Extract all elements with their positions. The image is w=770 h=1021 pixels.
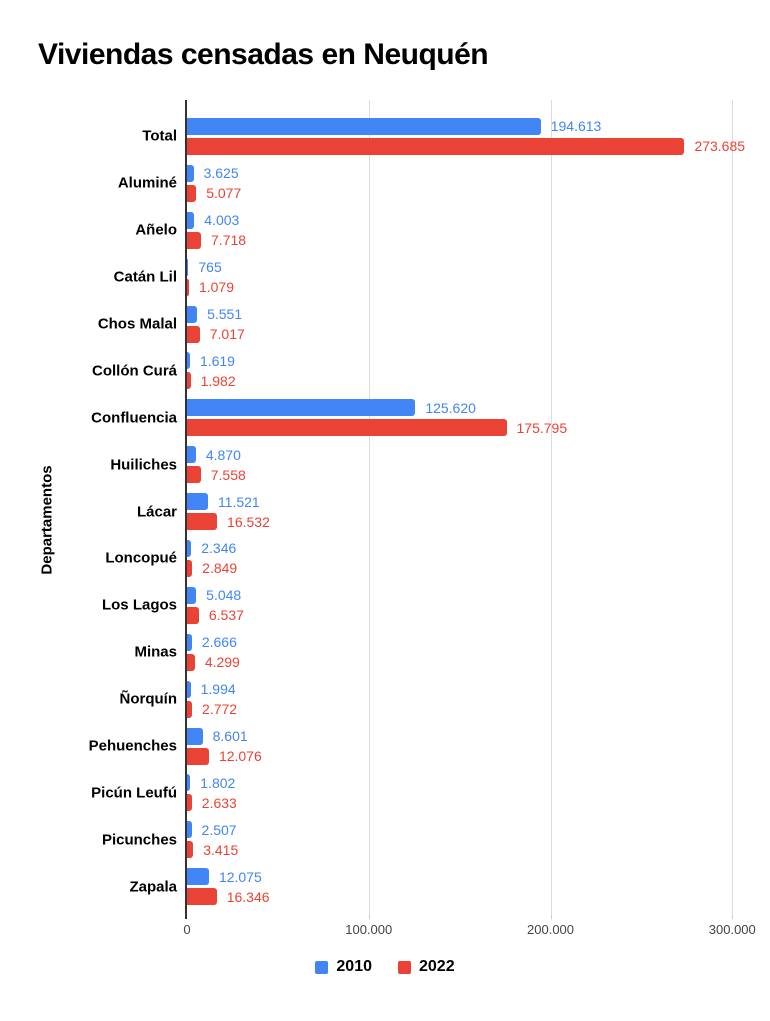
chart-row (117, 160, 745, 207)
value-label-2010: 194.613 (550, 118, 602, 135)
bar-2022 (187, 466, 201, 483)
y-axis-title: Departamentos (38, 465, 56, 575)
value-label-2010: 4.003 (204, 212, 240, 229)
category-label: Zapala (129, 878, 177, 896)
category-label: Lácar (136, 503, 177, 521)
category-label: Huiliches (110, 456, 177, 474)
bar-line (187, 821, 745, 838)
bar-2010 (187, 821, 192, 838)
value-label-2010: 12.075 (218, 868, 262, 885)
bar-2022 (187, 841, 193, 858)
bar-line (187, 888, 745, 905)
bar-2022 (187, 138, 684, 155)
legend (0, 958, 770, 976)
bar-line (187, 185, 745, 202)
chart-row (88, 723, 745, 770)
bar-2022 (187, 372, 191, 389)
bar-2022 (187, 513, 217, 530)
chart-row (110, 441, 745, 488)
category-label: Chos Malal (97, 315, 177, 333)
bar-rows (88, 113, 746, 910)
bar-line (187, 681, 745, 698)
chart-row (136, 488, 745, 535)
chart-row (101, 816, 745, 863)
value-label-2010: 3.625 (203, 165, 239, 182)
value-label-2010: 125.620 (425, 399, 476, 416)
value-label-2022: 3.415 (203, 841, 239, 858)
chart-row (91, 394, 745, 441)
bar-2010 (187, 118, 541, 135)
bar-2010 (187, 399, 415, 416)
x-axis-tick (369, 915, 370, 919)
legend-label: 2010 (336, 958, 372, 975)
bar-line (187, 634, 745, 651)
bar-line (187, 232, 745, 249)
x-axis-tick (551, 915, 552, 919)
x-axis-tick-label: 300.000 (708, 922, 756, 937)
bar-2022 (187, 748, 209, 765)
bar-2022 (187, 326, 200, 343)
legend-item-2022 (398, 958, 455, 976)
x-axis-tick-label: 200.000 (527, 922, 575, 937)
bar-line (187, 493, 745, 510)
value-label-2022: 1.079 (198, 279, 234, 296)
x-axis-tick-label: 100.000 (345, 922, 393, 937)
value-label-2022: 2.772 (202, 701, 238, 718)
value-label-2010: 1.994 (200, 681, 236, 698)
legend-label: 2022 (419, 958, 455, 975)
chart-row (92, 347, 745, 394)
category-label: Total (142, 127, 177, 145)
category-label: Collón Curá (92, 362, 177, 380)
bar-2022 (187, 560, 192, 577)
bar-2022 (187, 419, 507, 436)
bar-line (187, 701, 745, 718)
bar-2022 (187, 279, 189, 296)
bar-2010 (187, 681, 191, 698)
bar-2010 (187, 306, 197, 323)
value-label-2010: 5.551 (207, 306, 243, 322)
bar-2010 (187, 868, 209, 885)
chart-row (142, 113, 746, 160)
value-label-2022: 7.718 (211, 232, 247, 249)
bar-line (187, 728, 745, 745)
legend-swatch-icon (398, 961, 411, 974)
chart-row (135, 207, 745, 254)
category-label: Pehuenches (88, 737, 177, 755)
bar-2010 (187, 634, 192, 651)
legend-swatch-icon (315, 961, 328, 974)
bar-2010 (187, 774, 190, 791)
bar-line (187, 841, 745, 858)
value-label-2010: 1.619 (199, 352, 235, 369)
value-label-2022: 5.077 (206, 185, 242, 202)
bar-line (187, 326, 745, 343)
value-label-2022: 175.795 (516, 419, 568, 436)
chart-row (97, 301, 745, 348)
category-label: Confluencia (91, 409, 177, 427)
bar-line (187, 794, 745, 811)
bar-2010 (187, 728, 203, 745)
value-label-2022: 16.346 (226, 888, 270, 905)
bar-line (187, 607, 745, 624)
value-label-2010: 765 (198, 259, 222, 276)
chart-row (113, 254, 745, 301)
bar-line (187, 446, 745, 463)
value-label-2022: 7.017 (209, 326, 245, 342)
bar-line (187, 748, 745, 765)
value-label-2022: 6.537 (208, 607, 244, 624)
bar-line (187, 513, 745, 530)
bar-2022 (187, 888, 217, 905)
bar-line (187, 654, 745, 671)
bar-line (187, 540, 745, 557)
category-label: Aluminé (117, 174, 177, 192)
value-label-2022: 273.685 (694, 138, 746, 155)
bar-line (187, 466, 745, 483)
chart-row (101, 582, 745, 629)
bar-2010 (187, 165, 194, 182)
value-label-2010: 8.601 (212, 728, 248, 745)
bar-line (187, 372, 745, 389)
bar-line (187, 306, 745, 323)
bar-line (187, 587, 745, 604)
x-axis-tick-label: 0 (183, 922, 191, 937)
value-label-2022: 16.532 (227, 513, 270, 530)
plot-area (88, 100, 756, 937)
bar-line (187, 774, 745, 791)
value-label-2010: 2.346 (201, 540, 237, 557)
chart-row (129, 863, 745, 910)
category-label: Loncopué (105, 549, 177, 567)
value-label-2022: 12.076 (218, 748, 262, 765)
bar-line (187, 118, 745, 135)
bar-2022 (187, 232, 201, 249)
chart-title: Viviendas censadas en Neuquén (38, 38, 489, 71)
chart-row (134, 629, 745, 676)
bar-2010 (187, 352, 190, 369)
bar-2010 (187, 446, 196, 463)
bar-2022 (187, 794, 192, 811)
chart-row (105, 535, 745, 582)
bar-line (187, 165, 745, 182)
bar-line (187, 352, 745, 369)
value-label-2010: 2.507 (201, 821, 237, 838)
value-label-2010: 11.521 (217, 493, 260, 510)
bar-2010 (187, 587, 196, 604)
bar-line (187, 560, 745, 577)
bar-2010 (187, 212, 194, 229)
bar-line (187, 138, 745, 155)
bar-2022 (187, 654, 195, 671)
value-label-2022: 2.633 (201, 794, 237, 811)
value-label-2010: 4.870 (205, 446, 241, 463)
bar-line (187, 399, 745, 416)
category-label: Añelo (135, 221, 177, 239)
x-axis-tick (732, 915, 733, 919)
category-label: Los Lagos (101, 596, 177, 614)
bar-line (187, 212, 745, 229)
value-label-2022: 2.849 (202, 560, 238, 577)
value-label-2010: 5.048 (206, 587, 242, 604)
value-label-2022: 7.558 (210, 466, 246, 483)
bar-line (187, 279, 745, 296)
bar-line (187, 419, 745, 436)
category-label: Catán Lil (113, 268, 177, 286)
chart-row (119, 676, 745, 723)
value-label-2010: 2.666 (201, 634, 237, 651)
bar-2010 (187, 259, 188, 276)
bar-2010 (187, 493, 208, 510)
legend-item-2010 (315, 958, 372, 976)
value-label-2010: 1.802 (200, 774, 236, 791)
category-label: Ñorquín (119, 690, 177, 708)
category-label: Picunches (101, 831, 177, 849)
chart-row (91, 769, 745, 816)
bar-2022 (187, 701, 192, 718)
bar-2022 (187, 185, 196, 202)
category-label: Minas (134, 643, 177, 661)
bar-line (187, 259, 745, 276)
value-label-2022: 1.982 (200, 372, 236, 389)
bar-2010 (187, 540, 191, 557)
value-label-2022: 4.299 (204, 654, 240, 671)
category-label: Picún Leufú (91, 784, 177, 802)
bar-line (187, 868, 745, 885)
bar-2022 (187, 607, 199, 624)
